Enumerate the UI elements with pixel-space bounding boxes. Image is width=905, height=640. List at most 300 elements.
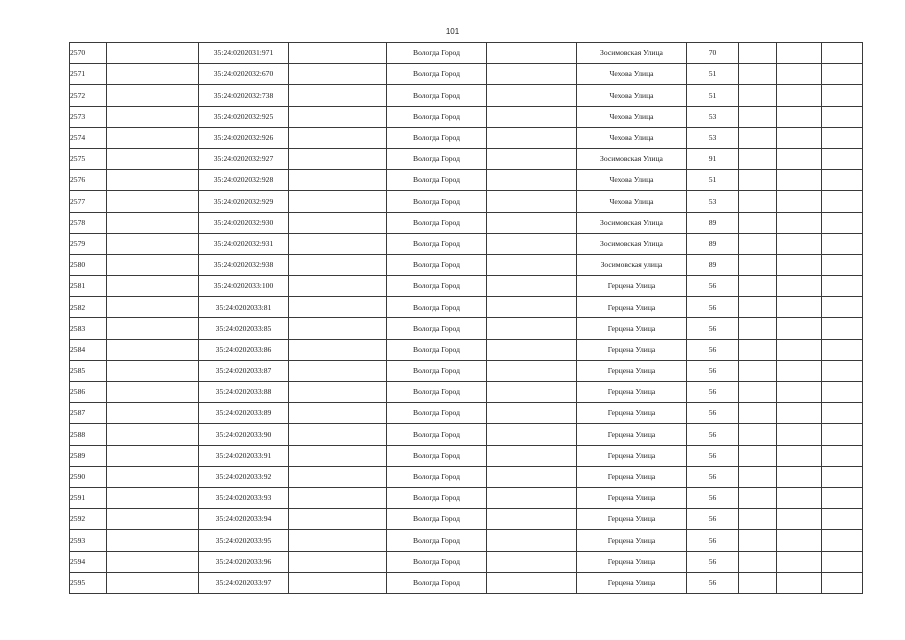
empty-cell <box>107 191 199 212</box>
city-cell: Вологда Город <box>387 509 487 530</box>
city-cell: Вологда Город <box>387 424 487 445</box>
empty-cell <box>739 276 777 297</box>
empty-cell <box>487 233 577 254</box>
empty-cell <box>739 339 777 360</box>
city-cell: Вологда Город <box>387 106 487 127</box>
street-cell: Герцена Улица <box>577 530 687 551</box>
table-row <box>70 530 863 551</box>
empty-cell <box>107 85 199 106</box>
empty-cell <box>822 318 863 339</box>
empty-cell <box>487 191 577 212</box>
empty-cell <box>822 85 863 106</box>
cadastral-number-cell: 35:24:0202032:670 <box>199 64 289 85</box>
empty-cell <box>777 445 822 466</box>
empty-cell <box>739 212 777 233</box>
empty-cell <box>822 254 863 275</box>
street-cell: Чехова Улица <box>577 170 687 191</box>
empty-cell <box>739 403 777 424</box>
row-number-cell: 2570 <box>70 43 107 64</box>
city-cell: Вологда Город <box>387 551 487 572</box>
cadastral-number-cell: 35:24:0202033:100 <box>199 276 289 297</box>
empty-cell <box>777 127 822 148</box>
cadastral-number-cell: 35:24:0202033:91 <box>199 445 289 466</box>
cadastral-number-cell: 35:24:0202033:92 <box>199 466 289 487</box>
cadastral-number-cell: 35:24:0202033:96 <box>199 551 289 572</box>
empty-cell <box>739 318 777 339</box>
empty-cell <box>289 127 387 148</box>
empty-cell <box>107 233 199 254</box>
empty-cell <box>107 487 199 508</box>
house-number-cell: 53 <box>687 191 739 212</box>
empty-cell <box>107 297 199 318</box>
street-cell: Герцена Улица <box>577 445 687 466</box>
row-number-cell: 2584 <box>70 339 107 360</box>
empty-cell <box>777 382 822 403</box>
house-number-cell: 56 <box>687 445 739 466</box>
city-cell: Вологда Город <box>387 530 487 551</box>
row-number-cell: 2575 <box>70 148 107 169</box>
row-number-cell: 2573 <box>70 106 107 127</box>
empty-cell <box>822 445 863 466</box>
table-row <box>70 43 863 64</box>
empty-cell <box>739 297 777 318</box>
empty-cell <box>777 360 822 381</box>
house-number-cell: 70 <box>687 43 739 64</box>
empty-cell <box>777 43 822 64</box>
empty-cell <box>739 85 777 106</box>
empty-cell <box>822 382 863 403</box>
empty-cell <box>487 403 577 424</box>
house-number-cell: 53 <box>687 106 739 127</box>
house-number-cell: 56 <box>687 509 739 530</box>
empty-cell <box>822 127 863 148</box>
empty-cell <box>822 403 863 424</box>
house-number-cell: 56 <box>687 276 739 297</box>
empty-cell <box>487 530 577 551</box>
empty-cell <box>739 106 777 127</box>
empty-cell <box>822 487 863 508</box>
city-cell: Вологда Город <box>387 276 487 297</box>
empty-cell <box>107 64 199 85</box>
row-number-cell: 2592 <box>70 509 107 530</box>
empty-cell <box>822 43 863 64</box>
house-number-cell: 56 <box>687 339 739 360</box>
empty-cell <box>777 276 822 297</box>
row-number-cell: 2589 <box>70 445 107 466</box>
city-cell: Вологда Город <box>387 318 487 339</box>
row-number-cell: 2594 <box>70 551 107 572</box>
empty-cell <box>739 572 777 593</box>
empty-cell <box>289 85 387 106</box>
empty-cell <box>289 297 387 318</box>
street-cell: Герцена Улица <box>577 403 687 424</box>
city-cell: Вологда Город <box>387 382 487 403</box>
row-number-cell: 2579 <box>70 233 107 254</box>
street-cell: Герцена Улица <box>577 487 687 508</box>
house-number-cell: 53 <box>687 127 739 148</box>
street-cell: Чехова Улица <box>577 127 687 148</box>
table-row <box>70 509 863 530</box>
street-cell: Зосимовская Улица <box>577 233 687 254</box>
empty-cell <box>739 360 777 381</box>
empty-cell <box>289 191 387 212</box>
empty-cell <box>777 403 822 424</box>
empty-cell <box>822 360 863 381</box>
empty-cell <box>777 233 822 254</box>
row-number-cell: 2583 <box>70 318 107 339</box>
empty-cell <box>739 43 777 64</box>
empty-cell <box>777 106 822 127</box>
street-cell: Герцена Улица <box>577 360 687 381</box>
empty-cell <box>487 339 577 360</box>
empty-cell <box>777 466 822 487</box>
street-cell: Зосимовская улица <box>577 254 687 275</box>
table-row <box>70 360 863 381</box>
cadastral-number-cell: 35:24:0202033:90 <box>199 424 289 445</box>
empty-cell <box>289 148 387 169</box>
empty-cell <box>777 509 822 530</box>
row-number-cell: 2591 <box>70 487 107 508</box>
empty-cell <box>289 360 387 381</box>
row-number-cell: 2577 <box>70 191 107 212</box>
table-row <box>70 212 863 233</box>
city-cell: Вологда Город <box>387 254 487 275</box>
table-row <box>70 466 863 487</box>
empty-cell <box>289 572 387 593</box>
empty-cell <box>822 148 863 169</box>
street-cell: Герцена Улица <box>577 509 687 530</box>
empty-cell <box>487 43 577 64</box>
empty-cell <box>822 276 863 297</box>
empty-cell <box>487 572 577 593</box>
house-number-cell: 91 <box>687 148 739 169</box>
row-number-cell: 2595 <box>70 572 107 593</box>
empty-cell <box>289 424 387 445</box>
row-number-cell: 2580 <box>70 254 107 275</box>
empty-cell <box>487 551 577 572</box>
registry-rows <box>70 43 863 594</box>
street-cell: Зосимовская Улица <box>577 43 687 64</box>
city-cell: Вологда Город <box>387 360 487 381</box>
empty-cell <box>487 382 577 403</box>
empty-cell <box>107 170 199 191</box>
empty-cell <box>777 148 822 169</box>
street-cell: Зосимовская Улица <box>577 148 687 169</box>
cadastral-number-cell: 35:24:0202032:930 <box>199 212 289 233</box>
empty-cell <box>107 403 199 424</box>
cadastral-number-cell: 35:24:0202033:87 <box>199 360 289 381</box>
city-cell: Вологда Город <box>387 85 487 106</box>
empty-cell <box>107 445 199 466</box>
cadastral-number-cell: 35:24:0202033:88 <box>199 382 289 403</box>
cadastral-number-cell: 35:24:0202032:927 <box>199 148 289 169</box>
row-number-cell: 2571 <box>70 64 107 85</box>
cadastral-number-cell: 35:24:0202031:971 <box>199 43 289 64</box>
empty-cell <box>739 170 777 191</box>
empty-cell <box>289 339 387 360</box>
empty-cell <box>739 254 777 275</box>
street-cell: Герцена Улица <box>577 382 687 403</box>
row-number-cell: 2588 <box>70 424 107 445</box>
row-number-cell: 2587 <box>70 403 107 424</box>
empty-cell <box>822 170 863 191</box>
empty-cell <box>487 276 577 297</box>
empty-cell <box>289 551 387 572</box>
street-cell: Чехова Улица <box>577 64 687 85</box>
row-number-cell: 2585 <box>70 360 107 381</box>
house-number-cell: 51 <box>687 85 739 106</box>
house-number-cell: 56 <box>687 487 739 508</box>
street-cell: Чехова Улица <box>577 85 687 106</box>
empty-cell <box>107 572 199 593</box>
empty-cell <box>107 424 199 445</box>
empty-cell <box>822 212 863 233</box>
empty-cell <box>487 509 577 530</box>
empty-cell <box>822 106 863 127</box>
table-row <box>70 191 863 212</box>
city-cell: Вологда Город <box>387 127 487 148</box>
empty-cell <box>107 43 199 64</box>
cadastral-number-cell: 35:24:0202033:81 <box>199 297 289 318</box>
empty-cell <box>107 148 199 169</box>
empty-cell <box>487 424 577 445</box>
house-number-cell: 56 <box>687 403 739 424</box>
house-number-cell: 56 <box>687 297 739 318</box>
empty-cell <box>739 127 777 148</box>
house-number-cell: 51 <box>687 64 739 85</box>
city-cell: Вологда Город <box>387 191 487 212</box>
empty-cell <box>777 318 822 339</box>
table-row <box>70 445 863 466</box>
city-cell: Вологда Город <box>387 297 487 318</box>
cadastral-number-cell: 35:24:0202032:925 <box>199 106 289 127</box>
empty-cell <box>777 85 822 106</box>
city-cell: Вологда Город <box>387 445 487 466</box>
empty-cell <box>107 339 199 360</box>
empty-cell <box>777 191 822 212</box>
cadastral-number-cell: 35:24:0202033:86 <box>199 339 289 360</box>
city-cell: Вологда Город <box>387 64 487 85</box>
street-cell: Зосимовская Улица <box>577 212 687 233</box>
street-cell: Чехова Улица <box>577 106 687 127</box>
city-cell: Вологда Город <box>387 43 487 64</box>
page-number: 101 <box>445 27 460 36</box>
row-number-cell: 2582 <box>70 297 107 318</box>
street-cell: Герцена Улица <box>577 572 687 593</box>
house-number-cell: 56 <box>687 572 739 593</box>
empty-cell <box>107 212 199 233</box>
empty-cell <box>289 445 387 466</box>
table-row <box>70 64 863 85</box>
table-row <box>70 487 863 508</box>
empty-cell <box>739 64 777 85</box>
cadastral-number-cell: 35:24:0202032:931 <box>199 233 289 254</box>
empty-cell <box>289 64 387 85</box>
empty-cell <box>777 254 822 275</box>
city-cell: Вологда Город <box>387 487 487 508</box>
empty-cell <box>777 339 822 360</box>
cadastral-number-cell: 35:24:0202033:97 <box>199 572 289 593</box>
row-number-cell: 2590 <box>70 466 107 487</box>
city-cell: Вологда Город <box>387 170 487 191</box>
table-row <box>70 233 863 254</box>
row-number-cell: 2586 <box>70 382 107 403</box>
street-cell: Герцена Улица <box>577 466 687 487</box>
cadastral-number-cell: 35:24:0202033:95 <box>199 530 289 551</box>
empty-cell <box>739 551 777 572</box>
empty-cell <box>107 509 199 530</box>
street-cell: Герцена Улица <box>577 276 687 297</box>
empty-cell <box>487 297 577 318</box>
empty-cell <box>107 276 199 297</box>
empty-cell <box>487 466 577 487</box>
empty-cell <box>487 64 577 85</box>
empty-cell <box>289 233 387 254</box>
house-number-cell: 56 <box>687 551 739 572</box>
empty-cell <box>487 148 577 169</box>
empty-cell <box>822 509 863 530</box>
empty-cell <box>107 254 199 275</box>
registry-table <box>69 42 863 594</box>
cadastral-number-cell: 35:24:0202033:89 <box>199 403 289 424</box>
empty-cell <box>107 382 199 403</box>
house-number-cell: 89 <box>687 233 739 254</box>
row-number-cell: 2572 <box>70 85 107 106</box>
empty-cell <box>739 445 777 466</box>
empty-cell <box>289 466 387 487</box>
empty-cell <box>487 170 577 191</box>
row-number-cell: 2581 <box>70 276 107 297</box>
empty-cell <box>777 424 822 445</box>
table-row <box>70 572 863 593</box>
house-number-cell: 56 <box>687 382 739 403</box>
empty-cell <box>739 148 777 169</box>
table-row <box>70 424 863 445</box>
empty-cell <box>107 127 199 148</box>
empty-cell <box>289 212 387 233</box>
empty-cell <box>739 233 777 254</box>
cadastral-number-cell: 35:24:0202032:926 <box>199 127 289 148</box>
street-cell: Герцена Улица <box>577 424 687 445</box>
empty-cell <box>739 509 777 530</box>
empty-cell <box>289 509 387 530</box>
cadastral-number-cell: 35:24:0202033:85 <box>199 318 289 339</box>
row-number-cell: 2574 <box>70 127 107 148</box>
table-row <box>70 148 863 169</box>
row-number-cell: 2593 <box>70 530 107 551</box>
table-row <box>70 276 863 297</box>
empty-cell <box>777 551 822 572</box>
street-cell: Чехова Улица <box>577 191 687 212</box>
cadastral-number-cell: 35:24:0202032:738 <box>199 85 289 106</box>
empty-cell <box>777 64 822 85</box>
empty-cell <box>777 572 822 593</box>
empty-cell <box>822 191 863 212</box>
table-row <box>70 254 863 275</box>
cadastral-number-cell: 35:24:0202032:929 <box>199 191 289 212</box>
table-row <box>70 85 863 106</box>
empty-cell <box>739 466 777 487</box>
empty-cell <box>487 360 577 381</box>
empty-cell <box>777 487 822 508</box>
empty-cell <box>487 445 577 466</box>
city-cell: Вологда Город <box>387 572 487 593</box>
empty-cell <box>487 212 577 233</box>
empty-cell <box>739 530 777 551</box>
street-cell: Герцена Улица <box>577 339 687 360</box>
empty-cell <box>107 106 199 127</box>
street-cell: Герцена Улица <box>577 318 687 339</box>
empty-cell <box>107 360 199 381</box>
row-number-cell: 2578 <box>70 212 107 233</box>
city-cell: Вологда Город <box>387 233 487 254</box>
table-row <box>70 339 863 360</box>
table-row <box>70 382 863 403</box>
empty-cell <box>289 403 387 424</box>
empty-cell <box>822 466 863 487</box>
empty-cell <box>739 487 777 508</box>
empty-cell <box>487 127 577 148</box>
table-row <box>70 106 863 127</box>
table-row <box>70 170 863 191</box>
empty-cell <box>289 43 387 64</box>
empty-cell <box>289 318 387 339</box>
empty-cell <box>777 297 822 318</box>
house-number-cell: 56 <box>687 318 739 339</box>
city-cell: Вологда Город <box>387 212 487 233</box>
empty-cell <box>822 339 863 360</box>
empty-cell <box>777 212 822 233</box>
empty-cell <box>289 487 387 508</box>
empty-cell <box>822 233 863 254</box>
empty-cell <box>739 191 777 212</box>
empty-cell <box>822 530 863 551</box>
street-cell: Герцена Улица <box>577 297 687 318</box>
empty-cell <box>822 551 863 572</box>
empty-cell <box>487 318 577 339</box>
empty-cell <box>289 254 387 275</box>
cadastral-number-cell: 35:24:0202033:93 <box>199 487 289 508</box>
empty-cell <box>822 572 863 593</box>
city-cell: Вологда Город <box>387 403 487 424</box>
row-number-cell: 2576 <box>70 170 107 191</box>
cadastral-number-cell: 35:24:0202032:938 <box>199 254 289 275</box>
house-number-cell: 56 <box>687 360 739 381</box>
table-row <box>70 297 863 318</box>
table-row <box>70 403 863 424</box>
empty-cell <box>289 276 387 297</box>
empty-cell <box>289 530 387 551</box>
empty-cell <box>739 424 777 445</box>
cadastral-number-cell: 35:24:0202033:94 <box>199 509 289 530</box>
table-row <box>70 551 863 572</box>
house-number-cell: 51 <box>687 170 739 191</box>
house-number-cell: 89 <box>687 212 739 233</box>
empty-cell <box>487 487 577 508</box>
house-number-cell: 56 <box>687 530 739 551</box>
empty-cell <box>107 530 199 551</box>
empty-cell <box>289 106 387 127</box>
empty-cell <box>739 382 777 403</box>
empty-cell <box>487 254 577 275</box>
house-number-cell: 56 <box>687 466 739 487</box>
city-cell: Вологда Город <box>387 148 487 169</box>
empty-cell <box>822 64 863 85</box>
empty-cell <box>289 170 387 191</box>
city-cell: Вологда Город <box>387 466 487 487</box>
empty-cell <box>777 530 822 551</box>
house-number-cell: 56 <box>687 424 739 445</box>
